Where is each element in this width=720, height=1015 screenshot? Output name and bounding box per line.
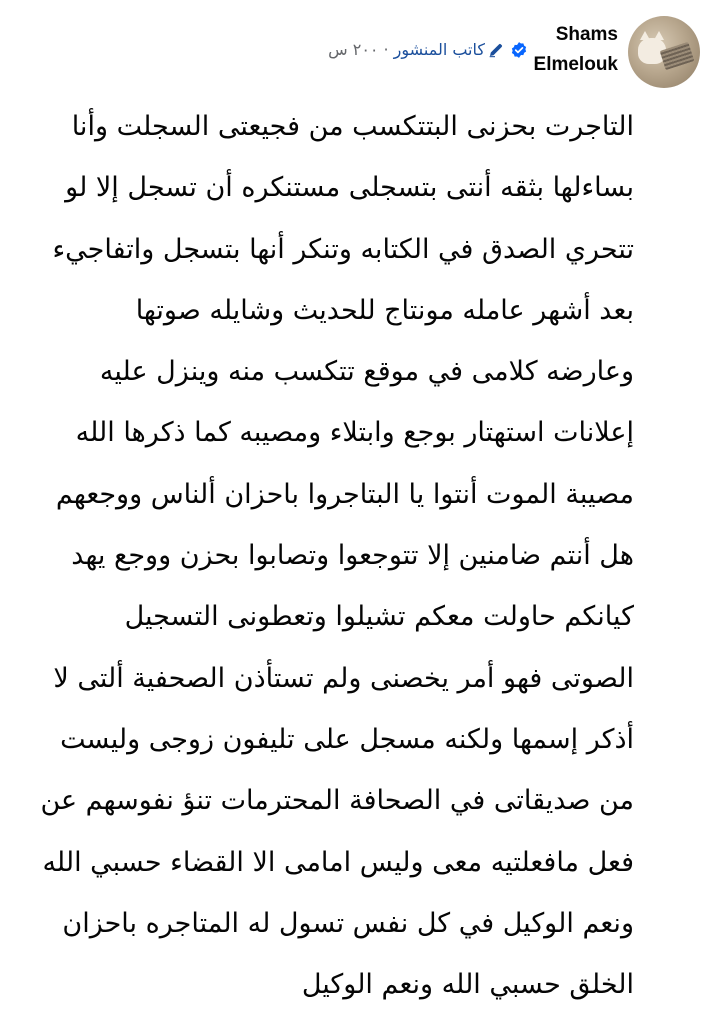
post-text-line: فعل مافعلتيه معى وليس امامى الا القضاء حسبي الله [42, 846, 634, 878]
post-text-line: التاجرت بحزنى البتتكسب من فجيعتى السجلت وأنا [71, 111, 634, 142]
pen-icon [488, 42, 504, 58]
post-text-line: مصيبة الموت أنتوا يا البتاجروا باحزان ألناس ووجعهم [55, 478, 634, 510]
post-body [14, 96, 634, 1015]
post-text-line: بعد أشهر عامله مونتاج للحديث وشايله صوتها [135, 294, 634, 326]
post-text-line: وعارضه كلامى في موقع تتكسب منه وينزل عليه [99, 356, 634, 388]
post-text-line: كيانكم حاولت معكم تشيلوا وتعطونى التسجيل [124, 601, 634, 633]
author-badge[interactable] [394, 40, 504, 59]
post-timestamp[interactable]: ٢٠٠ س [328, 40, 379, 59]
author-avatar[interactable] [628, 16, 700, 88]
post-meta [328, 40, 528, 59]
post-text-line: ونعم الوكيل في كل نفس تسول له المتاجره باحزان [62, 907, 634, 939]
post-text-line: أذكر إسمها ولكنه مسجل على تليفون زوجى وليست [60, 723, 634, 755]
meta-separator: · [383, 40, 389, 59]
author-first-name[interactable]: Shams [555, 24, 618, 45]
verified-badge-icon [510, 41, 528, 59]
author-last-name[interactable]: Elmelouk [533, 54, 618, 75]
post-text-line: الخلق حسبي الله ونعم الوكيل [301, 969, 634, 1001]
post-header [534, 16, 700, 92]
post-text-line: الصوتى فهو أمر يخصنى ولم تستأذن الصحفية ألتى لا [53, 662, 634, 694]
post-text-line: إعلانات استهتار بوجع وابتلاء ومصيبه كما ذكرها الله [75, 417, 634, 449]
post-text-line: تتحري الصدق في الكتابه وتنكر أنها بتسجل واتفاجيء [52, 233, 634, 265]
author-badge-label: كاتب المنشور [393, 40, 485, 59]
post-text-line: هل أنتم ضامنين إلا تتوجعوا وتصابوا بحزن ووجع يهد [71, 540, 634, 572]
post-text-line: من صديقاتى في الصحافة المحترمات تنؤ نفوسهم عن [40, 785, 634, 817]
post-text-line: بساءلها بثقه أنتى بتسجلى مستنكره أن تسجل إلا لو [65, 172, 634, 204]
author-name[interactable] [534, 20, 618, 80]
